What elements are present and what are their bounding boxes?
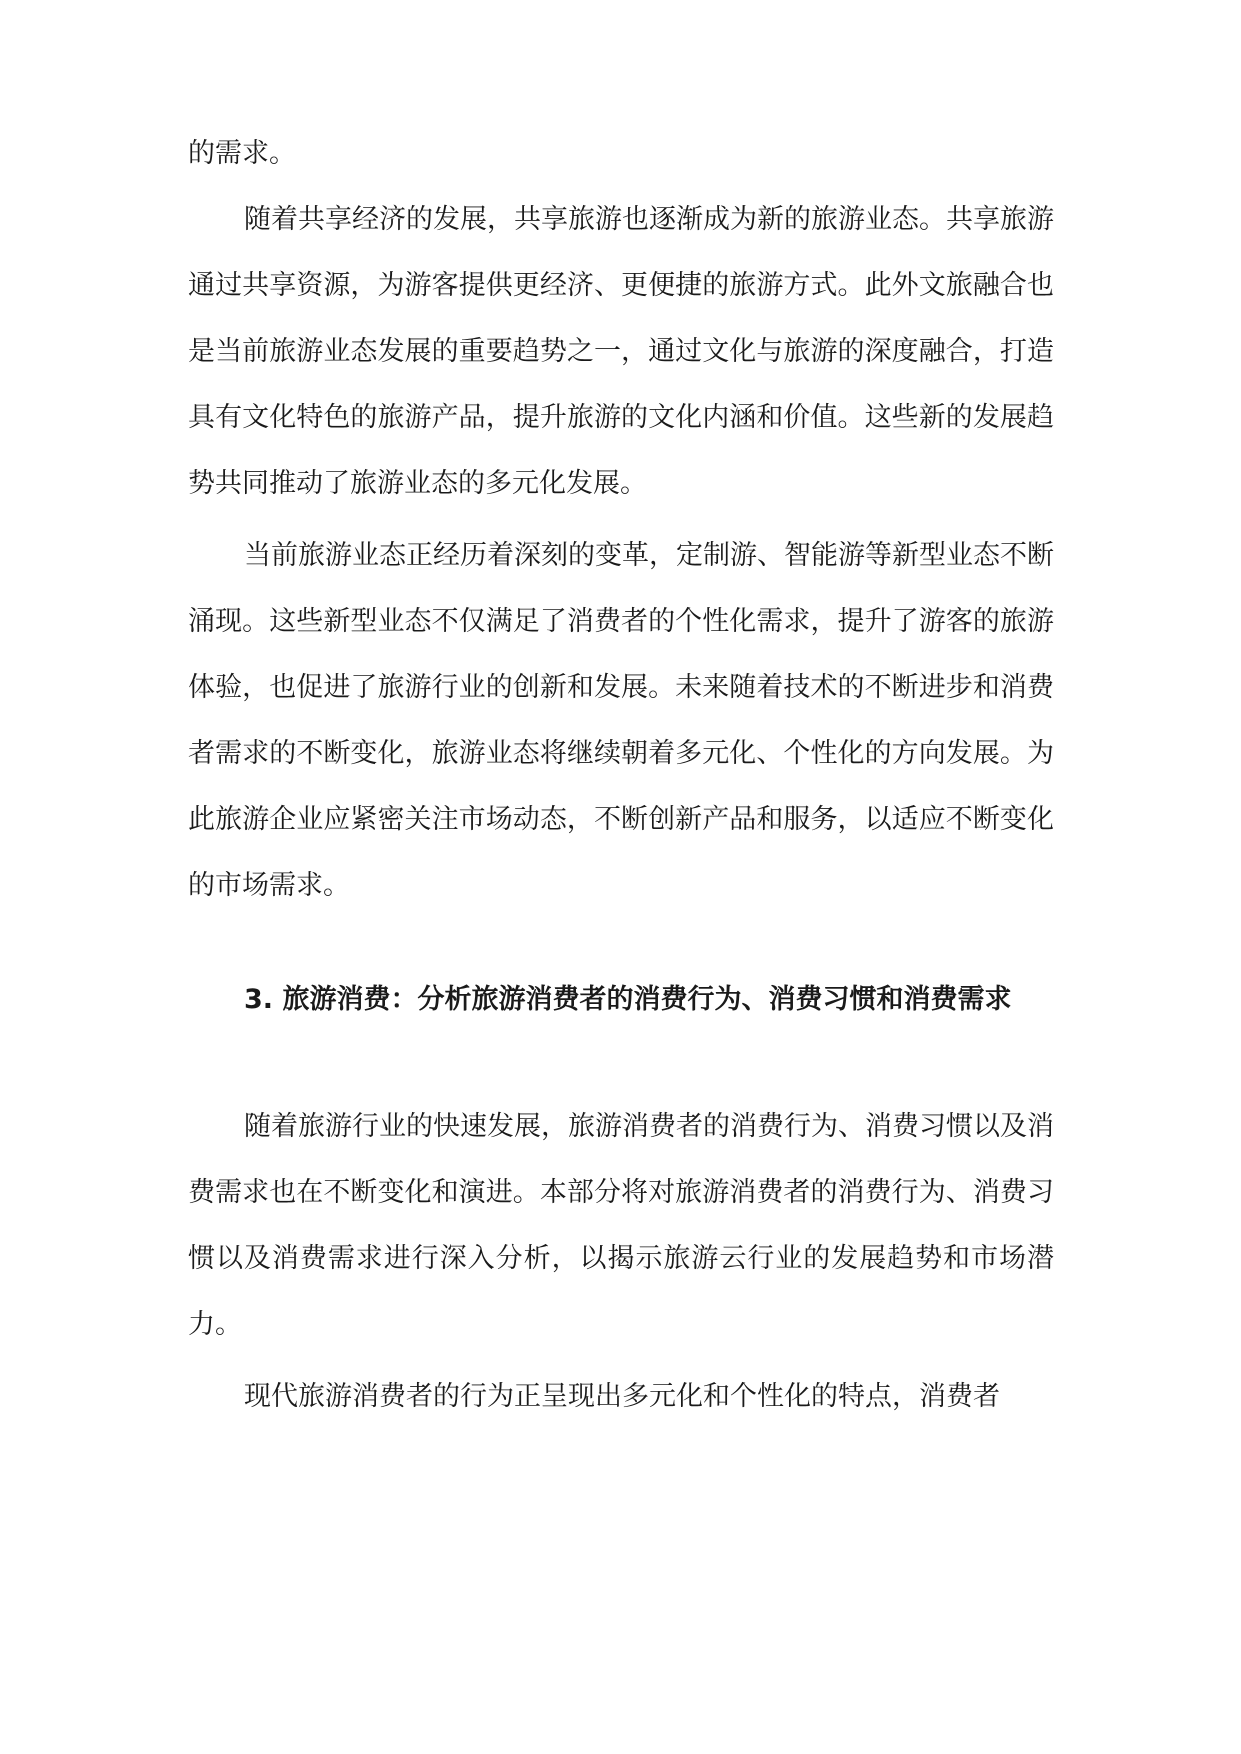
paragraph-shared-tourism: 随着共享经济的发展，共享旅游也逐渐成为新的旅游业态。共享旅游通过共享资源，为游客提供更经济、更便捷的旅游方式。此外文旅融合也是当前旅游业态发展的重要趋势之一，通过文化与旅游的深度融合，打造具有文化特色的旅游产品，提升旅游的文化内涵和价值。这些新的发展趋势共同推动了旅游业态的多元化发展。 [188,204,1054,499]
paragraph-consumer-analysis: 随着旅游行业的快速发展，旅游消费者的消费行为、消费习惯以及消费需求也在不断变化和演进。本部分将对旅游消费者的消费行为、消费习惯以及消费需求进行深入分析，以揭示旅游云行业的发展趋势和市场潜力。 [188,1111,1054,1340]
paragraph-modern-consumer: 现代旅游消费者的行为正呈现出多元化和个性化的特点，消费者 [244,1381,1000,1412]
section-heading: 3. 旅游消费：分析旅游消费者的消费行为、消费习惯和消费需求 [244,984,1012,1015]
paragraph-continuation: 的需求。 [188,138,296,169]
paragraph-tourism-transformation: 当前旅游业态正经历着深刻的变革，定制游、智能游等新型业态不断涌现。这些新型业态不仅满足了消费者的个性化需求，提升了游客的旅游体验，也促进了旅游行业的创新和发展。未来随着技术的不断进步和消费者需求的不断变化，旅游业态将继续朝着多元化、个性化的方向发展。为此旅游企业应紧密关注市场动态，不断创新产品和服务，以适应不断变化的市场需求。 [188,540,1054,901]
